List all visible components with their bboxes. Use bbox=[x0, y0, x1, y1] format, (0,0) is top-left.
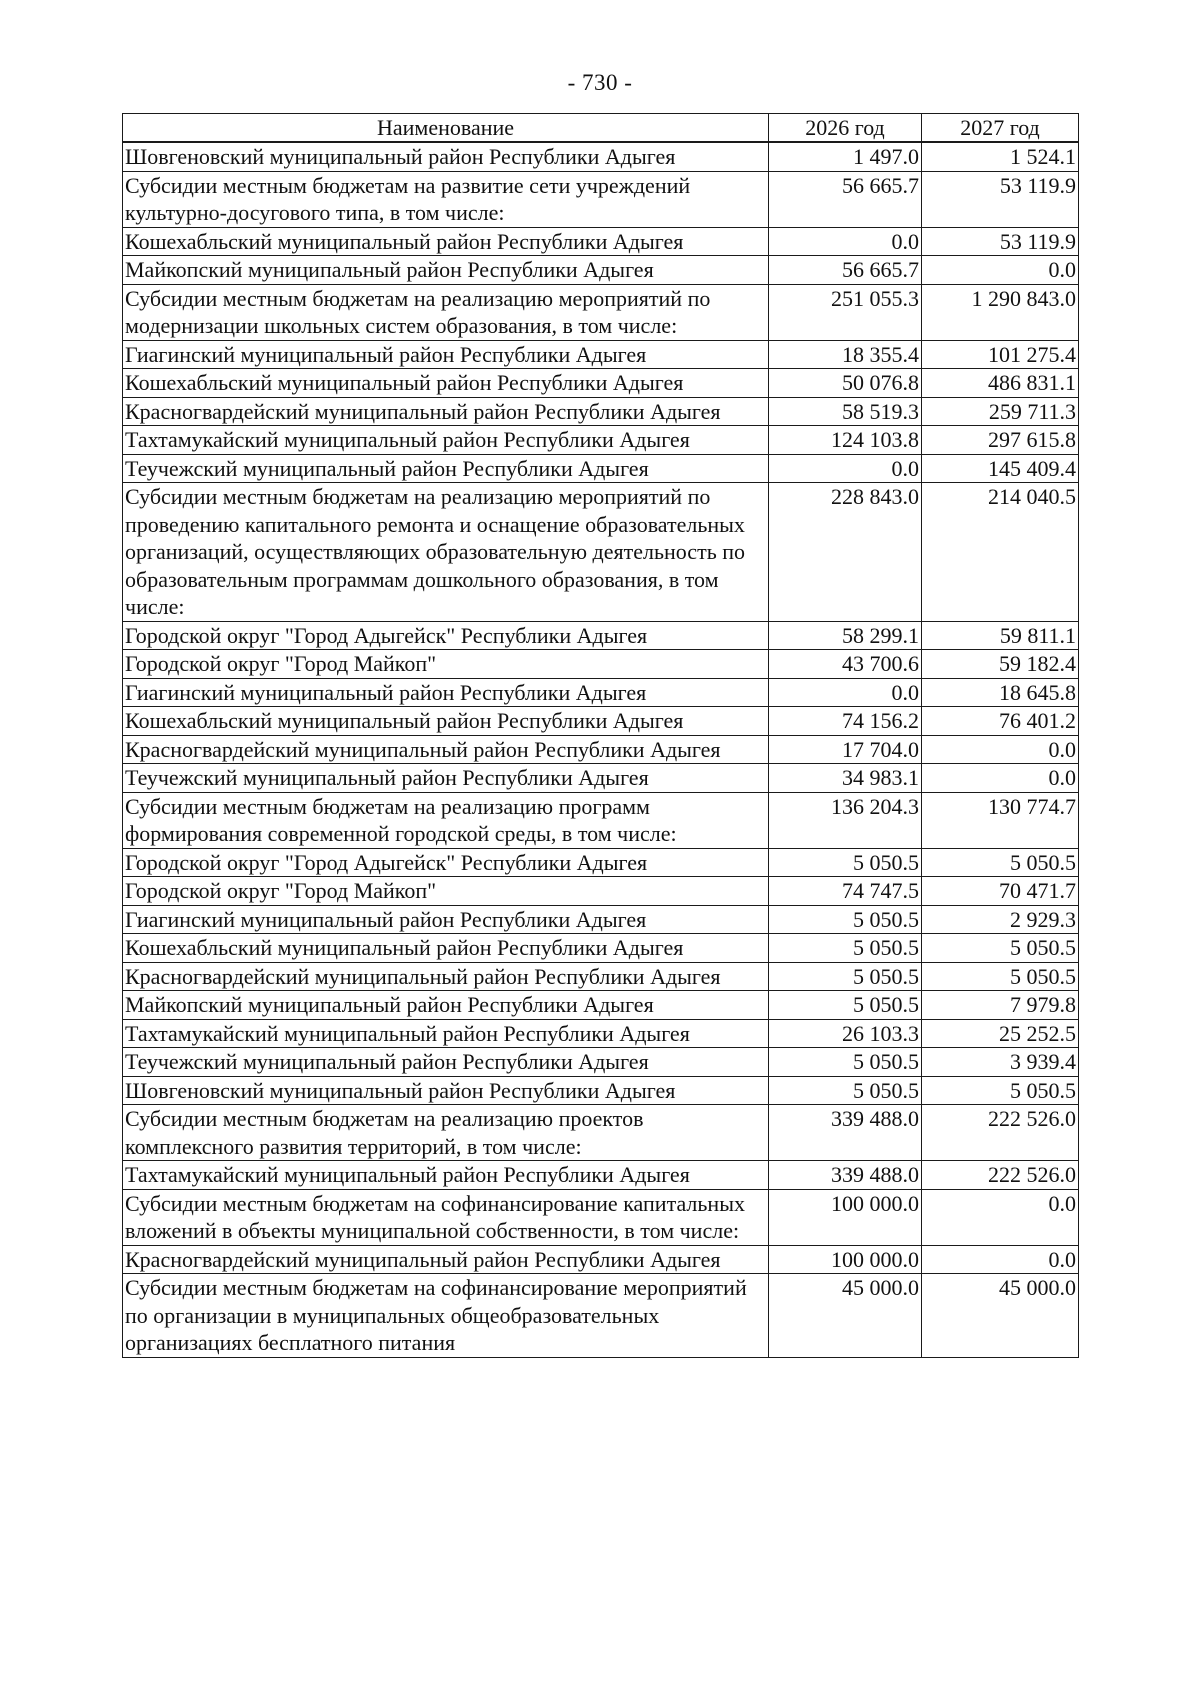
table-row bbox=[123, 369, 1079, 398]
table-row bbox=[123, 1048, 1079, 1077]
table-body bbox=[123, 142, 1079, 1357]
row-value-2027: 25 252.5 bbox=[922, 1019, 1079, 1048]
row-value-2026: 56 665.7 bbox=[769, 256, 922, 285]
row-value-2026: 5 050.5 bbox=[769, 991, 922, 1020]
row-name-cell: Субсидии местным бюджетам на реализацию мероприятий по модернизации школьных систем образования, в том числе: bbox=[123, 284, 769, 340]
row-value-2026: 100 000.0 bbox=[769, 1245, 922, 1274]
table-row bbox=[123, 991, 1079, 1020]
row-value-2027: 222 526.0 bbox=[922, 1105, 1079, 1161]
row-value-2026: 5 050.5 bbox=[769, 848, 922, 877]
row-value-2026: 43 700.6 bbox=[769, 650, 922, 679]
row-value-2027: 76 401.2 bbox=[922, 707, 1079, 736]
table-row bbox=[123, 426, 1079, 455]
row-value-2026: 58 519.3 bbox=[769, 397, 922, 426]
row-value-2027: 45 000.0 bbox=[922, 1274, 1079, 1358]
row-value-2027: 70 471.7 bbox=[922, 877, 1079, 906]
row-value-2027: 0.0 bbox=[922, 735, 1079, 764]
row-value-2027: 0.0 bbox=[922, 256, 1079, 285]
row-value-2027: 2 929.3 bbox=[922, 905, 1079, 934]
table-row bbox=[123, 962, 1079, 991]
table-row bbox=[123, 1076, 1079, 1105]
row-name-cell: Городской округ "Город Адыгейск" Республики Адыгея bbox=[123, 848, 769, 877]
row-name-cell: Тахтамукайский муниципальный район Республики Адыгея bbox=[123, 426, 769, 455]
row-value-2026: 56 665.7 bbox=[769, 171, 922, 227]
row-name-cell: Кошехабльский муниципальный район Республики Адыгея bbox=[123, 934, 769, 963]
table-row bbox=[123, 707, 1079, 736]
row-value-2027: 5 050.5 bbox=[922, 962, 1079, 991]
row-name-cell: Тахтамукайский муниципальный район Республики Адыгея bbox=[123, 1019, 769, 1048]
row-name-cell: Гиагинский муниципальный район Республики Адыгея bbox=[123, 905, 769, 934]
row-value-2026: 0.0 bbox=[769, 454, 922, 483]
table-row bbox=[123, 792, 1079, 848]
row-value-2026: 5 050.5 bbox=[769, 962, 922, 991]
table-row bbox=[123, 1105, 1079, 1161]
table-row bbox=[123, 1245, 1079, 1274]
row-name-cell: Красногвардейский муниципальный район Республики Адыгея bbox=[123, 962, 769, 991]
row-name-cell: Кошехабльский муниципальный район Республики Адыгея bbox=[123, 707, 769, 736]
row-name-cell: Красногвардейский муниципальный район Республики Адыгея bbox=[123, 397, 769, 426]
row-value-2027: 0.0 bbox=[922, 1189, 1079, 1245]
row-value-2027: 5 050.5 bbox=[922, 934, 1079, 963]
table-row bbox=[123, 1274, 1079, 1358]
row-value-2027: 0.0 bbox=[922, 1245, 1079, 1274]
row-name-cell: Субсидии местным бюджетам на реализацию программ формирования современной городской среды, в том числе: bbox=[123, 792, 769, 848]
budget-table bbox=[122, 113, 1079, 1358]
row-value-2027: 1 290 843.0 bbox=[922, 284, 1079, 340]
row-value-2027: 486 831.1 bbox=[922, 369, 1079, 398]
row-name-cell: Красногвардейский муниципальный район Республики Адыгея bbox=[123, 1245, 769, 1274]
row-value-2026: 228 843.0 bbox=[769, 483, 922, 622]
table-row bbox=[123, 340, 1079, 369]
row-value-2027: 59 811.1 bbox=[922, 621, 1079, 650]
row-value-2027: 101 275.4 bbox=[922, 340, 1079, 369]
table-row bbox=[123, 735, 1079, 764]
header-name: Наименование bbox=[123, 114, 769, 143]
table-row bbox=[123, 1019, 1079, 1048]
table-row bbox=[123, 621, 1079, 650]
row-value-2026: 0.0 bbox=[769, 678, 922, 707]
table-row bbox=[123, 171, 1079, 227]
row-name-cell: Теучежский муниципальный район Республики Адыгея bbox=[123, 454, 769, 483]
header-year-2026: 2026 год bbox=[769, 114, 922, 143]
table-row bbox=[123, 483, 1079, 622]
row-value-2026: 5 050.5 bbox=[769, 934, 922, 963]
table-row bbox=[123, 934, 1079, 963]
row-value-2027: 145 409.4 bbox=[922, 454, 1079, 483]
row-value-2026: 0.0 bbox=[769, 227, 922, 256]
row-value-2027: 53 119.9 bbox=[922, 227, 1079, 256]
row-value-2026: 74 156.2 bbox=[769, 707, 922, 736]
row-value-2026: 1 497.0 bbox=[769, 142, 922, 171]
row-value-2026: 136 204.3 bbox=[769, 792, 922, 848]
row-name-cell: Майкопский муниципальный район Республики Адыгея bbox=[123, 256, 769, 285]
row-value-2026: 339 488.0 bbox=[769, 1105, 922, 1161]
row-value-2027: 259 711.3 bbox=[922, 397, 1079, 426]
row-value-2026: 74 747.5 bbox=[769, 877, 922, 906]
row-name-cell: Гиагинский муниципальный район Республики Адыгея bbox=[123, 340, 769, 369]
row-value-2027: 222 526.0 bbox=[922, 1161, 1079, 1190]
table-row bbox=[123, 397, 1079, 426]
table-row bbox=[123, 877, 1079, 906]
row-value-2026: 5 050.5 bbox=[769, 905, 922, 934]
row-value-2027: 5 050.5 bbox=[922, 848, 1079, 877]
table-row bbox=[123, 678, 1079, 707]
row-value-2027: 297 615.8 bbox=[922, 426, 1079, 455]
row-value-2026: 124 103.8 bbox=[769, 426, 922, 455]
table-row bbox=[123, 905, 1079, 934]
row-value-2027: 18 645.8 bbox=[922, 678, 1079, 707]
row-value-2026: 58 299.1 bbox=[769, 621, 922, 650]
row-value-2027: 59 182.4 bbox=[922, 650, 1079, 679]
table-row bbox=[123, 142, 1079, 171]
row-name-cell: Шовгеновский муниципальный район Республики Адыгея bbox=[123, 142, 769, 171]
row-value-2026: 34 983.1 bbox=[769, 764, 922, 793]
row-value-2027: 214 040.5 bbox=[922, 483, 1079, 622]
table-row bbox=[123, 454, 1079, 483]
row-value-2026: 251 055.3 bbox=[769, 284, 922, 340]
row-value-2027: 3 939.4 bbox=[922, 1048, 1079, 1077]
row-name-cell: Субсидии местным бюджетам на софинансирование мероприятий по организации в муниципальных общеобразовательных организациях бесплатного питания bbox=[123, 1274, 769, 1358]
table-row bbox=[123, 848, 1079, 877]
table-row bbox=[123, 650, 1079, 679]
row-value-2027: 1 524.1 bbox=[922, 142, 1079, 171]
row-name-cell: Городской округ "Город Майкоп" bbox=[123, 877, 769, 906]
row-name-cell: Майкопский муниципальный район Республики Адыгея bbox=[123, 991, 769, 1020]
table-header-row bbox=[123, 114, 1079, 143]
row-value-2027: 5 050.5 bbox=[922, 1076, 1079, 1105]
table-row bbox=[123, 1161, 1079, 1190]
row-name-cell: Субсидии местным бюджетам на реализацию мероприятий по проведению капитального ремонта и оснащение образовательных организаций, осуществляющих образовательную деятельность по образовательным программам дошкольного образования, в том числе: bbox=[123, 483, 769, 622]
row-value-2026: 100 000.0 bbox=[769, 1189, 922, 1245]
table-row bbox=[123, 764, 1079, 793]
row-name-cell: Субсидии местным бюджетам на развитие сети учреждений культурно-досугового типа, в том числе: bbox=[123, 171, 769, 227]
row-name-cell: Красногвардейский муниципальный район Республики Адыгея bbox=[123, 735, 769, 764]
row-value-2026: 5 050.5 bbox=[769, 1076, 922, 1105]
row-value-2027: 130 774.7 bbox=[922, 792, 1079, 848]
row-value-2027: 0.0 bbox=[922, 764, 1079, 793]
row-name-cell: Городской округ "Город Адыгейск" Республики Адыгея bbox=[123, 621, 769, 650]
row-name-cell: Кошехабльский муниципальный район Республики Адыгея bbox=[123, 369, 769, 398]
row-value-2026: 50 076.8 bbox=[769, 369, 922, 398]
row-value-2027: 53 119.9 bbox=[922, 171, 1079, 227]
row-name-cell: Теучежский муниципальный район Республики Адыгея bbox=[123, 1048, 769, 1077]
row-name-cell: Гиагинский муниципальный район Республики Адыгея bbox=[123, 678, 769, 707]
table-row bbox=[123, 284, 1079, 340]
header-year-2027: 2027 год bbox=[922, 114, 1079, 143]
row-value-2026: 5 050.5 bbox=[769, 1048, 922, 1077]
row-value-2026: 45 000.0 bbox=[769, 1274, 922, 1358]
row-name-cell: Субсидии местным бюджетам на софинансирование капитальных вложений в объекты муниципальной собственности, в том числе: bbox=[123, 1189, 769, 1245]
row-name-cell: Городской округ "Город Майкоп" bbox=[123, 650, 769, 679]
row-name-cell: Тахтамукайский муниципальный район Республики Адыгея bbox=[123, 1161, 769, 1190]
row-value-2026: 18 355.4 bbox=[769, 340, 922, 369]
page-number: - 730 - bbox=[567, 70, 633, 95]
row-name-cell: Субсидии местным бюджетам на реализацию проектов комплексного развития территорий, в том числе: bbox=[123, 1105, 769, 1161]
row-value-2026: 339 488.0 bbox=[769, 1161, 922, 1190]
table-row bbox=[123, 227, 1079, 256]
row-name-cell: Теучежский муниципальный район Республики Адыгея bbox=[123, 764, 769, 793]
row-value-2027: 7 979.8 bbox=[922, 991, 1079, 1020]
table-row bbox=[123, 1189, 1079, 1245]
row-name-cell: Шовгеновский муниципальный район Республики Адыгея bbox=[123, 1076, 769, 1105]
row-value-2026: 26 103.3 bbox=[769, 1019, 922, 1048]
row-name-cell: Кошехабльский муниципальный район Республики Адыгея bbox=[123, 227, 769, 256]
row-value-2026: 17 704.0 bbox=[769, 735, 922, 764]
table-row bbox=[123, 256, 1079, 285]
